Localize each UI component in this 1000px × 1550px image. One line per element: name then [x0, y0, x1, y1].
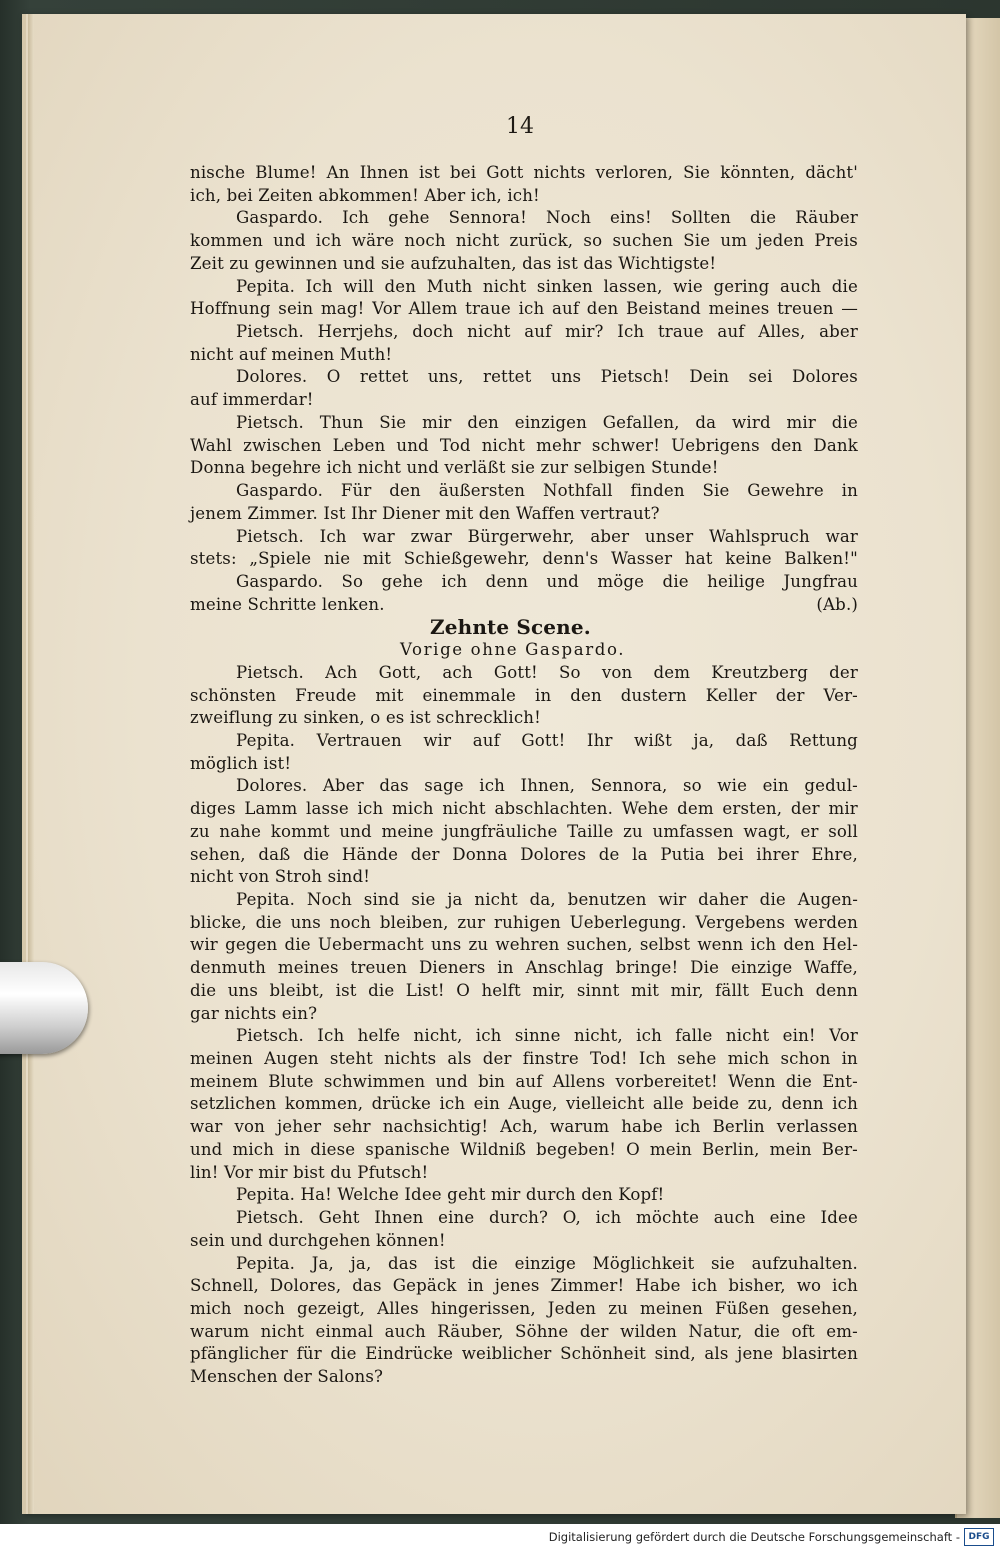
dfg-logo-icon: DFG	[964, 1528, 994, 1546]
text-line: Zeit zu gewinnen und sie aufzuhalten, das ist das Wichtigste!	[190, 253, 717, 273]
text-line: warum nicht einmal auch Räuber, Söhne der wilden Natur, die oft em-	[190, 1321, 858, 1341]
text-line: Pepita. Noch sind sie ja nicht da, benutzen wir daher die Augen-	[236, 890, 858, 909]
text-line: Pietsch. Thun Sie mir den einzigen Gefallen, da wird mir die	[236, 412, 858, 432]
text-line: denmuth meines treuen Dieners in Anschlag bringe! Die einzige Waffe,	[190, 958, 858, 978]
text-line: wir gegen die Uebermacht uns zu wehren suchen, selbst wenn ich den Hel-	[190, 935, 858, 955]
text-line: diges Lamm lasse ich mich nicht abschlachten. Wehe dem ersten, der mir	[190, 799, 858, 819]
text-line: Dolores. Aber das sage ich Ihnen, Sennora, so wie ein gedul-	[236, 776, 858, 796]
text-line: Pepita. Ha! Welche Idee geht mir durch den Kopf!	[236, 1185, 665, 1205]
text-line: Zehnte Scene.	[430, 615, 591, 640]
text-line: Hoffnung sein mag! Vor Allem traue ich auf den Beistand meines treuen —	[190, 299, 858, 319]
text-line: mich noch gezeigt, Alles hingerissen, Jeden zu meinen Füßen gesehen,	[190, 1298, 858, 1318]
text-line: die uns bleibt, ist die List! O helft mir, sinnt mit mir, fällt Euch denn	[190, 980, 858, 1000]
text-line: lin! Vor mir bist du Pfutsch!	[190, 1162, 429, 1182]
text-line: setzlichen kommen, drücke ich ein Auge, vielleicht alle beide zu, denn ich	[190, 1094, 858, 1114]
text-line: Pepita. Ich will den Muth nicht sinken lassen, wie gering auch die	[236, 276, 858, 296]
text-line: Gaspardo. So gehe ich denn und möge die heilige Jungfrau	[236, 571, 858, 591]
text-line: Donna begehre ich nicht und verläßt sie zur selbigen Stunde!	[190, 458, 719, 478]
text-line: Pepita. Vertrauen wir auf Gott! Ihr wißt ja, daß Rettung	[236, 730, 858, 750]
text-line: sehen, daß die Hände der Donna Dolores de la Putia bei ihrer Ehre,	[190, 844, 858, 864]
body-text	[190, 162, 858, 1389]
text-line: ich, bei Zeiten abkommen! Aber ich, ich!	[190, 185, 540, 205]
text-line: pfänglicher für die Eindrücke weiblicher Schönheit sind, als jene blasirten	[190, 1344, 858, 1364]
text-line: zweiflung zu sinken, o es ist schrecklich!	[190, 708, 541, 728]
text-line: Pietsch. Geht Ihnen eine durch? O, ich möchte auch eine Idee	[236, 1208, 858, 1228]
text-line: kommen und ich wäre noch nicht zurück, so suchen Sie um jeden Preis	[190, 231, 858, 251]
text-line: schönsten Freude mit einemmale in den dustern Keller der Ver-	[190, 685, 858, 705]
text-line: Dolores. O rettet uns, rettet uns Pietsch! Dein sei Dolores	[236, 367, 858, 387]
text-line: Pietsch. Ich helfe nicht, ich sinne nicht, ich falle nicht ein! Vor	[236, 1026, 858, 1046]
text-line: nicht auf meinen Muth!	[190, 344, 393, 364]
text-line: zu nahe kommt und meine jungfräuliche Taille zu umfassen wagt, er soll	[190, 821, 858, 841]
text-line: Gaspardo. Ich gehe Sennora! Noch eins! Sollten die Räuber	[236, 208, 858, 228]
text-line: jenem Zimmer. Ist Ihr Diener mit den Waffen vertraut?	[190, 503, 660, 523]
text-line: möglich ist!	[190, 753, 292, 773]
page-number: 14	[506, 114, 534, 139]
text-line: Menschen der Salons?	[190, 1367, 384, 1387]
footer-credit: Digitalisierung gefördert durch die Deutsche Forschungsgemeinschaft -	[548, 1530, 960, 1544]
text-line: nicht von Stroh sind!	[190, 867, 371, 887]
text-line: war von jeher sehr nachsichtig! Ach, warum habe ich Berlin verlassen	[190, 1117, 858, 1137]
text-line: Pietsch. Ich war zwar Bürgerwehr, aber unser Wahlspruch war	[236, 526, 858, 546]
text-line: meinem Blute schwimmen und bin auf Allens vorbereitet! Wenn die Ent-	[190, 1071, 858, 1091]
text-line: gar nichts ein?	[190, 1003, 318, 1023]
text-line: stets: „Spiele nie mit Schießgewehr, denn's Wasser hat keine Balken!"	[190, 549, 858, 569]
text-line: und mich in diese spanische Wildniß begeben! O mein Berlin, mein Ber-	[190, 1139, 858, 1159]
text-line: Schnell, Dolores, das Gepäck in jenes Zimmer! Habe ich bisher, wo ich	[190, 1276, 858, 1296]
text-line: meine Schritte lenken. (Ab.)	[190, 594, 858, 617]
text-line: meinen Augen steht nichts als der finstre Tod! Ich sehe mich schon in	[190, 1049, 858, 1069]
page-binding-edge	[28, 14, 34, 1514]
text-line: nische Blume! An Ihnen ist bei Gott nichts verloren, Sie könnten, dächt'	[190, 163, 858, 182]
text-line: Pietsch. Herrjehs, doch nicht auf mir? Ich traue auf Alles, aber	[236, 322, 858, 342]
page-clip	[0, 962, 88, 1054]
stage-direction: (Ab.)	[816, 594, 858, 614]
text-line: Pietsch. Ach Gott, ach Gott! So von dem Kreutzberg der	[236, 662, 858, 682]
text-line: Vorige ohne Gaspardo.	[400, 640, 626, 660]
text-line: auf immerdar!	[190, 390, 314, 410]
text-line: sein und durchgehen können!	[190, 1230, 446, 1250]
text-line: Gaspardo. Für den äußersten Nothfall finden Sie Gewehre in	[236, 481, 858, 501]
text-line: Wahl zwischen Leben und Tod nicht mehr schwer! Uebrigens den Dank	[190, 435, 858, 455]
text-line: Pepita. Ja, ja, das ist die einzige Möglichkeit sie aufzuhalten.	[236, 1253, 858, 1273]
text-line: blicke, die uns noch bleiben, zur ruhigen Ueberlegung. Vergebens werden	[190, 912, 858, 932]
